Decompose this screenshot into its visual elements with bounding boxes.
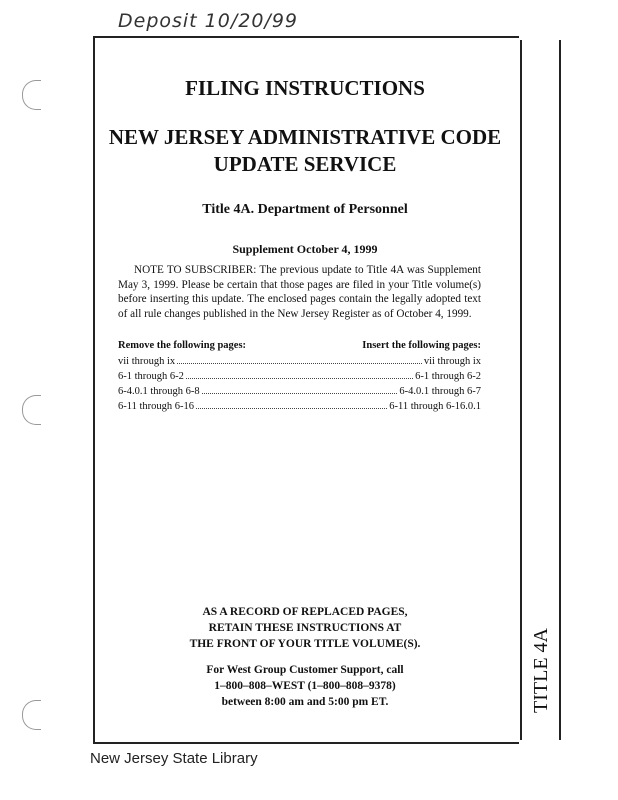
dot-leader [177, 363, 422, 364]
customer-support [93, 662, 517, 710]
insert-pages: 6-1 through 6-2 [415, 371, 481, 382]
page-title: FILING INSTRUCTIONS [185, 76, 425, 100]
code-title [93, 124, 517, 178]
library-stamp: New Jersey State Library [90, 750, 258, 767]
table-header [118, 340, 481, 351]
remove-pages: 6-4.0.1 through 6-8 [118, 386, 200, 397]
dot-leader [202, 393, 398, 394]
table-row [118, 354, 481, 369]
record-line: THE FRONT OF YOUR TITLE VOLUME(S). [189, 638, 421, 650]
support-phone: 1–800–808–WEST (1–800–808–9378) [214, 680, 396, 692]
dot-leader [196, 408, 387, 409]
support-hours: between 8:00 am and 5:00 pm ET. [221, 696, 389, 708]
insert-pages: 6-11 through 6-16.0.1 [389, 401, 481, 412]
remove-pages: 6-1 through 6-2 [118, 371, 184, 382]
record-line: AS A RECORD OF REPLACED PAGES, [202, 606, 408, 618]
table-row [118, 384, 481, 399]
dot-leader [186, 378, 413, 379]
insert-header: Insert the following pages: [362, 340, 481, 351]
insert-pages: vii through ix [423, 356, 481, 367]
spine-label-text: TITLE 4A [529, 627, 552, 713]
remove-pages: 6-11 through 6-16 [118, 401, 195, 412]
code-title-line1: NEW JERSEY ADMINISTRATIVE CODE [108, 125, 502, 149]
handwritten-deposit-note: Deposit 10/20/99 [118, 10, 299, 32]
insert-pages: 6-4.0.1 through 6-7 [399, 386, 481, 397]
remove-pages: vii through ix [118, 356, 176, 367]
department-title: Title 4A. Department of Personnel [202, 202, 408, 217]
spine-label [520, 620, 562, 720]
table-row [118, 399, 481, 414]
punch-hole-bottom [22, 700, 41, 730]
table-row [118, 369, 481, 384]
code-title-line2: UPDATE SERVICE [213, 152, 397, 176]
punch-hole-top [22, 80, 41, 110]
record-line: RETAIN THESE INSTRUCTIONS AT [208, 622, 402, 634]
punch-hole-middle [22, 395, 41, 425]
remove-header: Remove the following pages: [118, 340, 247, 351]
page-replacement-table [118, 340, 481, 414]
record-instructions [93, 604, 517, 652]
supplement-date: Supplement October 4, 1999 [232, 242, 378, 256]
subscriber-note: NOTE TO SUBSCRIBER: The previous update to Title 4A was Supplement May 3, 1999. Please be certain that those pages are filed in your Title volume(s) before inserting this update. The enclosed pages contain the legally adopted text of all rule changes published in the New Jersey Register as of October 4, 1999. [118, 264, 481, 320]
support-line: For West Group Customer Support, call [206, 664, 404, 676]
